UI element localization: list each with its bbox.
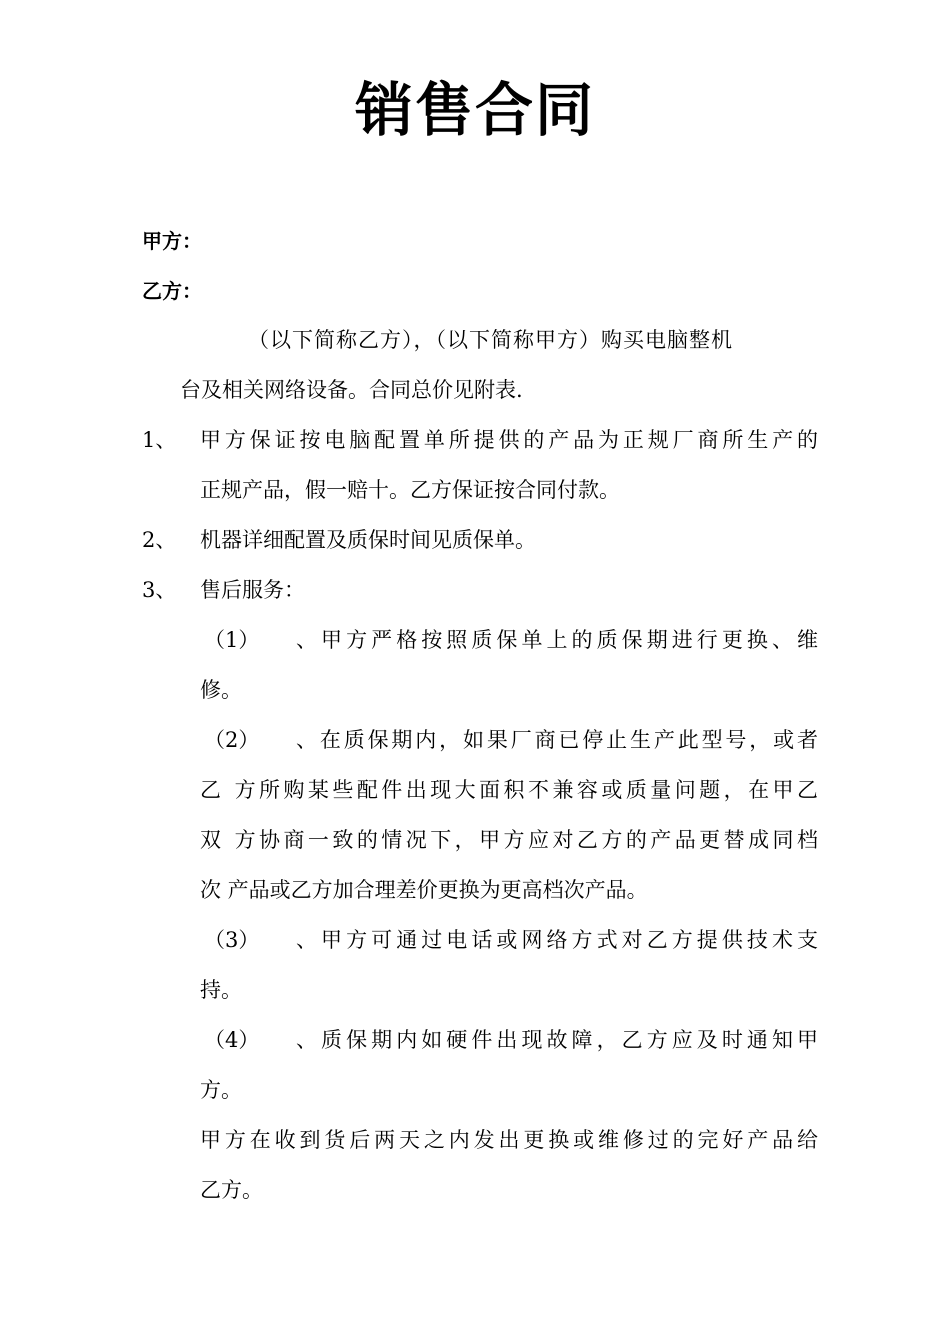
clause-2-number: 2、 (142, 528, 177, 552)
party-a-label: 甲方： (142, 229, 202, 253)
intro-line-2: 台及相关网络设备。合同总价见附表. (180, 378, 523, 402)
service-item-1-number: （1） (204, 628, 260, 652)
service-item-3-line-2: 持。 (200, 978, 242, 1002)
clause-1-number: 1、 (142, 428, 177, 452)
service-item-3-line-1: 、甲方可通过电话或网络方式对乙方提供技术支 (296, 928, 818, 952)
document-title: 销售合同 (354, 76, 595, 144)
service-item-3-number: （3） (204, 928, 260, 952)
clause-3-line-1: 售后服务： (200, 578, 305, 602)
service-item-1-line-1: 、甲方严格按照质保单上的质保期进行更换、维 (296, 628, 818, 652)
closing-line-2: 乙方。 (200, 1178, 263, 1202)
service-item-4-line-1: 、质保期内如硬件出现故障，乙方应及时通知甲 (296, 1028, 818, 1052)
clause-3-number: 3、 (142, 578, 177, 602)
service-item-2-line-2: 乙 方所购某些配件出现大面积不兼容或质量问题，在甲乙 (200, 778, 818, 802)
service-item-2-number: （2） (204, 728, 260, 752)
service-item-4-line-2: 方。 (200, 1078, 242, 1102)
service-item-2-line-4: 次 产品或乙方加合理差价更换为更高档次产品。 (200, 878, 648, 902)
service-item-2-line-3: 双 方协商一致的情况下，甲方应对乙方的产品更替成同档 (200, 828, 818, 852)
clause-1-line-1: 甲方保证按电脑配置单所提供的产品为正规厂商所生产的 (200, 428, 818, 452)
service-item-2-line-1: 、在质保期内，如果厂商已停止生产此型号，或者 (296, 728, 818, 752)
closing-line-1: 甲方在收到货后两天之内发出更换或维修过的完好产品给 (200, 1128, 818, 1152)
intro-line-1: （以下简称乙方），（以下简称甲方）购买电脑整机 (248, 328, 733, 352)
service-item-4-number: （4） (204, 1028, 260, 1052)
service-item-1-line-2: 修。 (200, 678, 242, 702)
clause-2-line-1: 机器详细配置及质保时间见质保单。 (200, 528, 536, 552)
clause-1-line-2: 正规产品，假一赔十。乙方保证按合同付款。 (200, 478, 620, 502)
party-b-label: 乙方： (142, 279, 202, 303)
